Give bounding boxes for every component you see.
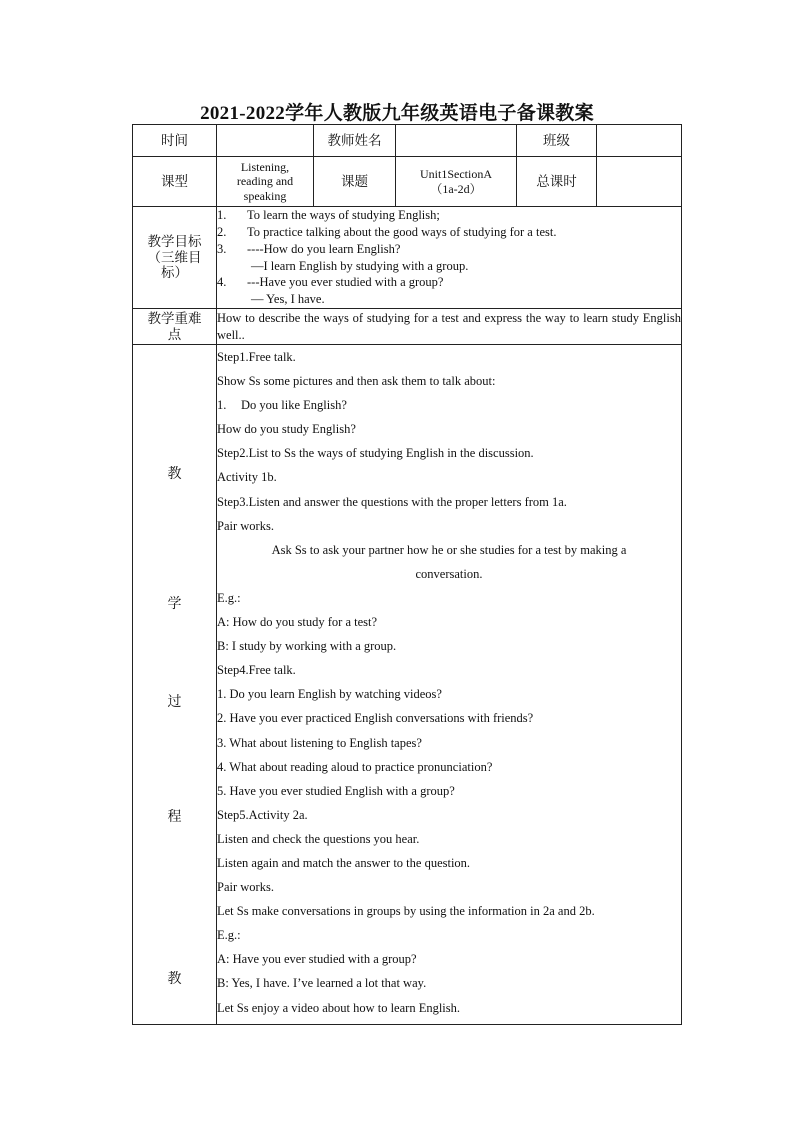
goal-text: —I learn English by studying with a group.	[251, 258, 469, 273]
goal-text: — Yes, I have.	[251, 292, 325, 307]
total-hours-label: 总课时	[517, 157, 597, 207]
lesson-topic-line2: （1a-2d）	[430, 181, 482, 196]
process-line: Activity 1b.	[217, 470, 277, 485]
goal-item	[217, 224, 681, 241]
goal-item	[217, 207, 681, 224]
goal-item	[217, 274, 681, 291]
goal-item	[217, 258, 681, 275]
total-hours-value[interactable]	[597, 157, 682, 207]
time-value[interactable]	[217, 125, 314, 157]
process-label-char: 程	[167, 810, 182, 825]
time-label: 时间	[133, 125, 217, 157]
process-line: Step4.Free talk.	[217, 663, 296, 678]
process-label-char: 过	[167, 695, 182, 710]
process-line: Ask Ss to ask your partner how he or she studies for a test by making a	[271, 542, 627, 557]
process-line: Let Ss make conversations in groups by using the information in 2a and 2b.	[217, 904, 595, 919]
process-line: 2. Have you ever practiced English conversations with friends?	[217, 711, 534, 726]
process-line: Listen again and match the answer to the question.	[217, 855, 471, 870]
process-line: conversation.	[415, 566, 483, 581]
goal-number: 3.	[217, 241, 227, 256]
process-line: B: I study by working with a group.	[217, 639, 397, 654]
process-line: 5. Have you ever studied English with a group?	[217, 783, 455, 798]
process-label-char: 学	[167, 597, 182, 612]
key-difficulties-label-text: 教学重难点	[147, 310, 202, 342]
process-label-char: 教	[167, 467, 182, 482]
goal-number: 4.	[217, 275, 227, 290]
goal-text: To learn the ways of studying English;	[247, 208, 440, 223]
process-line: How do you study English?	[217, 422, 356, 437]
process-line: A: How do you study for a test?	[217, 615, 378, 630]
teaching-goals-label-text: 教学目标（三维目标）	[147, 234, 202, 281]
teaching-goals-content	[217, 207, 682, 309]
process-line: 4. What about reading aloud to practice pronunciation?	[217, 759, 493, 774]
lesson-topic-value	[396, 157, 517, 207]
lesson-row	[133, 157, 682, 207]
goal-item	[217, 291, 681, 308]
difficulty-row	[133, 309, 682, 345]
lesson-type-text: Listening, reading and speaking	[236, 159, 294, 203]
goals-row	[133, 207, 682, 309]
process-line: Step1.Free talk.	[217, 350, 296, 364]
lesson-topic-label: 课题	[314, 157, 396, 207]
key-difficulties-label	[133, 309, 217, 345]
process-line-text: Do you like English?	[241, 398, 347, 413]
teaching-process-label	[133, 345, 217, 1025]
goal-number: 2.	[217, 224, 227, 239]
goal-text: ---Have you ever studied with a group?	[247, 275, 444, 290]
lesson-type-label: 课型	[133, 157, 217, 207]
header-row	[133, 125, 682, 157]
teacher-name-value[interactable]	[396, 125, 517, 157]
class-label: 班级	[517, 125, 597, 157]
process-line: Step5.Activity 2a.	[217, 807, 308, 822]
goal-text: ----How do you learn English?	[247, 241, 401, 256]
process-line: 3. What about listening to English tapes?	[217, 735, 422, 750]
goal-text: To practice talking about the good ways of studying for a test.	[247, 224, 557, 239]
process-label-char: 教	[167, 972, 182, 987]
teaching-goals-label	[133, 207, 217, 309]
process-line: Pair works.	[217, 518, 274, 533]
process-line: Listen and check the questions you hear.	[217, 831, 420, 846]
process-line-number: 1.	[217, 398, 227, 413]
teaching-process-content	[217, 345, 682, 1025]
process-line: Pair works.	[217, 880, 274, 895]
process-line: Step3.Listen and answer the questions with the proper letters from 1a.	[217, 494, 567, 509]
process-line: B: Yes, I have. I’ve learned a lot that way.	[217, 976, 427, 991]
key-difficulties-content: How to describe the ways of studying for a test and express the way to learn study English well..	[217, 309, 682, 345]
process-line: E.g.:	[217, 590, 241, 605]
class-value[interactable]	[597, 125, 682, 157]
process-row	[133, 345, 682, 1025]
lesson-type-value	[217, 157, 314, 207]
process-line: Show Ss some pictures and then ask them to talk about:	[217, 374, 496, 389]
teacher-name-label: 教师姓名	[314, 125, 396, 157]
process-line: A: Have you ever studied with a group?	[217, 952, 417, 967]
document-title: 2021-2022学年人教版九年级英语电子备课教案	[200, 103, 594, 124]
lesson-plan-table	[132, 124, 682, 1025]
goal-number: 1.	[217, 208, 227, 223]
process-line: Let Ss enjoy a video about how to learn English.	[217, 1000, 461, 1015]
lesson-topic-line1: Unit1SectionA	[420, 167, 492, 182]
process-line: 1. Do you learn English by watching videos?	[217, 687, 442, 702]
process-line: E.g.:	[217, 928, 241, 943]
process-line	[217, 397, 681, 421]
process-line: Step2.List to Ss the ways of studying English in the discussion.	[217, 446, 534, 461]
goal-item	[217, 241, 681, 258]
